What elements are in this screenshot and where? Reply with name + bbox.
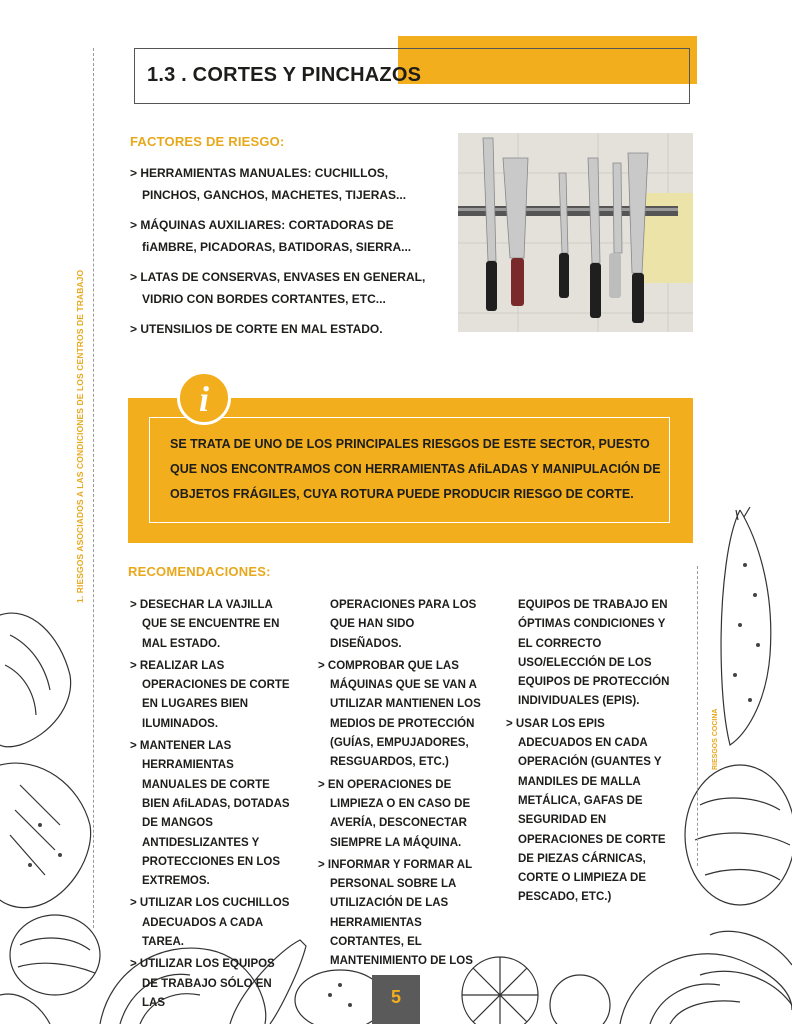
- page-number: 5: [390, 987, 401, 1007]
- info-text: SE TRATA DE UNO DE LOS PRINCIPALES RIESGOS DE ESTE SECTOR, PUESTO QUE NOS ENCONTRAMOS CON HERRAMIENTAS AﬁLADAS Y MANIPULACIÓN DE OBJETOS FRÁGILES, CUYA ROTURA PUEDE PRODUCIR RIESGO DE CORTE.: [170, 437, 661, 501]
- knives-photo: [458, 133, 693, 332]
- list-item: > UTENSILIOS DE CORTE EN MAL ESTADO.: [130, 318, 430, 340]
- list-item: > UTILIZAR LOS CUCHILLOS ADECUADOS A CADA TAREA.: [130, 894, 290, 952]
- side-chapter-text: 1. RIESGOS ASOCIADOS A LAS CONDICIONES DE LOS CENTROS DE TRABAJO: [75, 269, 85, 603]
- left-dashed-rule: [93, 48, 94, 928]
- page-title: 1.3 . CORTES Y PINCHAZOS: [147, 64, 422, 86]
- recommendations-heading: RECOMENDACIONES:: [128, 564, 271, 579]
- list-item: > REALIZAR LAS OPERACIONES DE CORTE EN LUGARES BIEN ILUMINADOS.: [130, 657, 290, 734]
- recommendations-column-2: [318, 596, 483, 975]
- list-item: > UTILIZAR LOS EQUIPOS DE TRABAJO SÓLO EN LAS: [130, 955, 290, 1013]
- list-item: > LATAS DE CONSERVAS, ENVASES EN GENERAL, VIDRIO CON BORDES CORTANTES, ETC...: [130, 266, 430, 310]
- list-item: > EN OPERACIONES DE LIMPIEZA O EN CASO DE AVERÍA, DESCONECTAR SIEMPRE LA MÁQUINA.: [318, 776, 483, 853]
- vegetable-illustration-right: [660, 505, 792, 1024]
- list-item-continued: OPERACIONES PARA LOS QUE HAN SIDO DISEÑADOS.: [330, 599, 477, 650]
- right-dashed-rule: [697, 566, 698, 866]
- recommendations-column-1: [130, 596, 290, 1016]
- info-icon-glyph: i: [198, 379, 209, 419]
- list-item: > COMPROBAR QUE LAS MÁQUINAS QUE SE VAN A UTILIZAR MANTIENEN LOS MEDIOS DE PROTECCIÓN (GUÍAS, EMPUJADORES, RESGUARDOS, ETC.): [318, 657, 483, 773]
- list-item-continued: EQUIPOS DE TRABAJO EN ÓPTIMAS CONDICIONES Y EL CORRECTO USO/ELECCIÓN DE LOS EQUIPOS DE PROTECCIÓN INDIVIDUALES (EPIS).: [518, 599, 670, 708]
- list-item: > MÁQUINAS AUXILIARES: CORTADORAS DE ﬁAMBRE, PICADORAS, BATIDORAS, SIERRA...: [130, 214, 430, 258]
- list-item: > DESECHAR LA VAJILLA QUE SE ENCUENTRE EN MAL ESTADO.: [130, 596, 290, 654]
- recommendations-column-3: [506, 596, 671, 911]
- info-icon: [177, 371, 231, 425]
- risk-factors-heading: FACTORES DE RIESGO:: [130, 134, 285, 149]
- risk-factors-list: [130, 162, 430, 348]
- list-item: > MANTENER LAS HERRAMIENTAS MANUALES DE CORTE BIEN AﬁLADAS, DOTADAS DE MANGOS ANTIDESLIZANTES Y PROTECCIONES EN LOS EXTREMOS.: [130, 737, 290, 891]
- right-side-text: RIESGOS COCINA: [712, 708, 719, 770]
- list-item: > USAR LOS EPIS ADECUADOS EN CADA OPERACIÓN (GUANTES Y MANDILES DE MALLA METÁLICA, GAFAS DE SEGURIDAD EN OPERACIONES DE CORTE DE PIEZAS CÁRNICAS, CORTE O LIMPIEZA DE PESCADO, ETC.): [506, 715, 671, 908]
- list-item: > INFORMAR Y FORMAR AL PERSONAL SOBRE LA UTILIZACIÓN DE LAS HERRAMIENTAS CORTANTES, EL MANTENIMIENTO DE LOS: [318, 856, 483, 972]
- list-item: > HERRAMIENTAS MANUALES: CUCHILLOS, PINCHOS, GANCHOS, MACHETES, TIJERAS...: [130, 162, 430, 206]
